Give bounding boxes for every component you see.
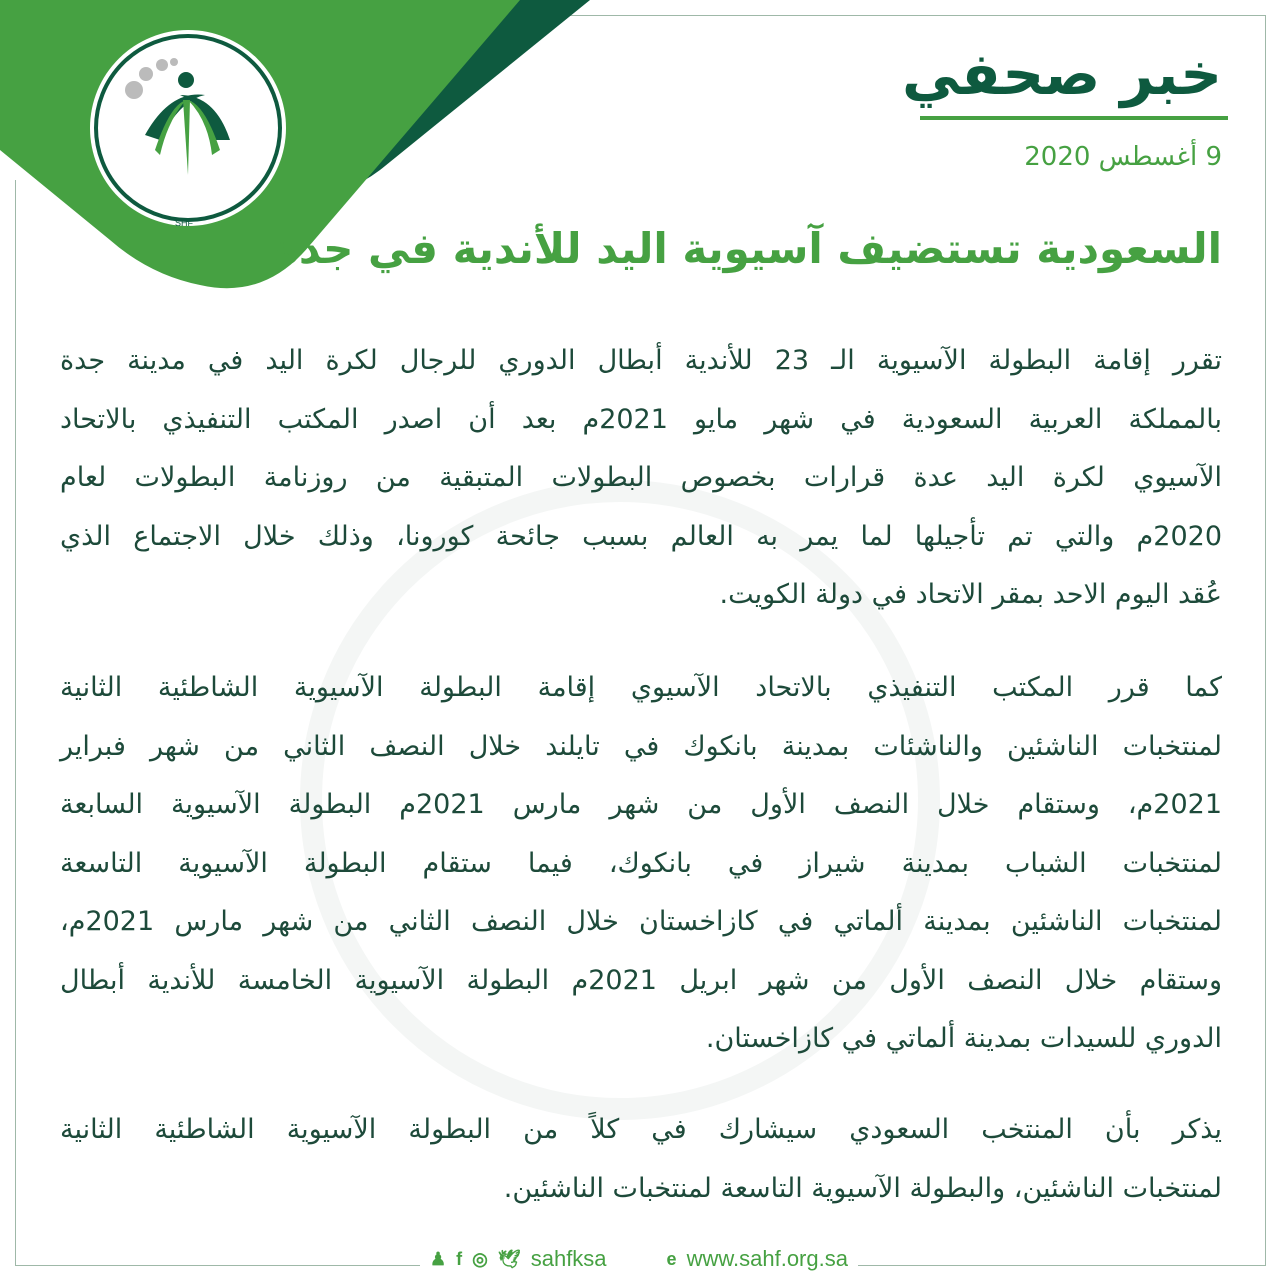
text-line: يذكر بأن المنتخب السعودي سيشارك في كلاً من البطولة الآسيوية الشاطئية الثانية [60, 1114, 1222, 1145]
text-line: تقرر إقامة البطولة الآسيوية الـ 23 للأندية أبطال الدوري للرجال لكرة اليد في مدينة جدة [60, 345, 1222, 376]
text-line: لمنتخبات الناشئين بمدينة ألماتي في كازاخستان خلال النصف الثاني من شهر مارس 2021م، [60, 906, 1222, 937]
text-line: 2020م والتي تم تأجيلها لما يمر به العالم بسبب جائحة كورونا، وذلك خلال الاجتماع الذي [60, 520, 1222, 552]
twitter-icon[interactable]: 🕊 [497, 1248, 521, 1269]
internet-explorer-icon: e [666, 1248, 677, 1269]
text-line: عُقد اليوم الاحد بمقر الاتحاد في دولة الكويت. [719, 579, 1222, 610]
frame-left [15, 180, 16, 1266]
frame-right [1265, 15, 1266, 1266]
paragraph-1 [60, 332, 1222, 625]
text-line: بالمملكة العربية السعودية في شهر مايو 2021م بعد أن اصدر المكتب التنفيذي بالاتحاد [60, 403, 1222, 435]
text-line: لمنتخبات الناشئين، والبطولة الآسيوية التاسعة لمنتخبات الناشئين. [503, 1172, 1222, 1204]
text-line: الآسيوي لكرة اليد عدة قرارات بخصوص البطولات المتبقية من روزنامة البطولات لعام [60, 462, 1222, 493]
instagram-icon[interactable]: ◎ [472, 1248, 488, 1269]
text-line: كما قرر المكتب التنفيذي بالاتحاد الآسيوي إقامة البطولة الآسيوية الشاطئية الثانية [60, 672, 1222, 703]
date: 9 أغسطس 2020 [1024, 142, 1222, 172]
text-line: لمنتخبات الناشئين والناشئات بمدينة بانكوك في تايلند خلال النصف الثاني من شهر فبراير [60, 730, 1222, 762]
logo-shf: SHF [175, 218, 193, 228]
frame-top [560, 15, 1266, 16]
website-link[interactable]: www.sahf.org.sa [686, 1246, 848, 1271]
page-title: خبر صحفي [901, 40, 1222, 108]
headline: السعودية تستضيف آسيوية اليد للأندية في جدة [274, 224, 1222, 273]
facebook-icon[interactable]: f [456, 1248, 463, 1269]
text-line: 2021م، وستقام خلال النصف الأول من شهر مارس 2021م البطولة الآسيوية السابعة [60, 789, 1222, 820]
text-line: لمنتخبات الشباب بمدينة شيراز في بانكوك، فيما ستقام البطولة الآسيوية التاسعة [60, 847, 1222, 879]
paragraph-3 [60, 1101, 1222, 1218]
text-line: الدوري للسيدات بمدينة ألماتي في كازاخستان. [705, 1023, 1222, 1054]
paragraph-2 [60, 659, 1222, 1069]
text-line: وستقام خلال النصف الأول من شهر ابريل 2021م البطولة الآسيوية الخامسة للأندية أبطال [60, 964, 1222, 996]
title-underline [920, 116, 1228, 120]
social-handle[interactable]: sahfksa [530, 1246, 607, 1271]
snapchat-icon[interactable]: ♟ [430, 1248, 447, 1269]
footer [420, 1246, 858, 1272]
